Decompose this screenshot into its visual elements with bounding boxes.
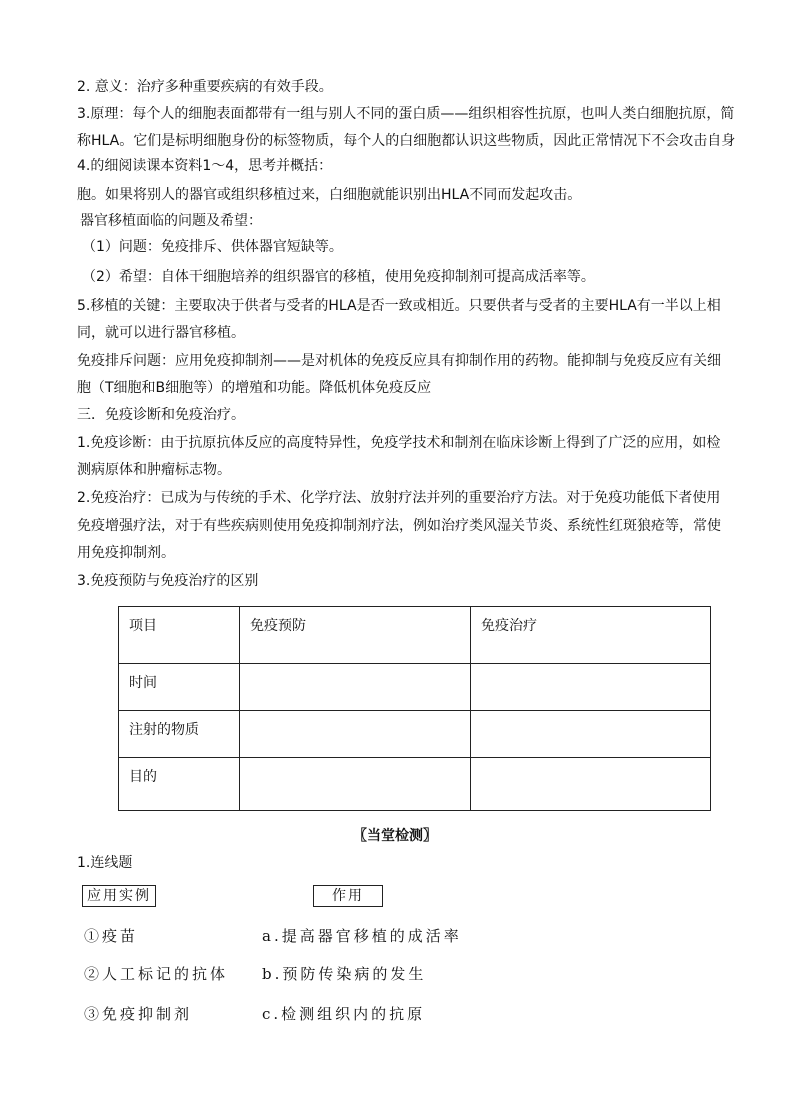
paragraph-line: 胞（T细胞和B细胞等）的增殖和功能。降低机体免疫反应 — [77, 380, 432, 396]
table-row — [119, 664, 711, 711]
paragraph-line: （2）希望：自体干细胞培养的组织器官的移植，使用免疫抑制剂可提高成活率等。 — [82, 269, 595, 285]
paragraph-line: 2. 意义：治疗多种重要疾病的有效手段。 — [77, 79, 333, 95]
paragraph-line: 2.免疫治疗：已成为与传统的手术、化学疗法、放射疗法并列的重要治疗方法。对于免疫功能低下者使用 — [77, 490, 721, 506]
paragraph-line: 胞。如果将别人的器官或组织移植过来，白细胞就能识别出HLA不同而发起攻击。 — [77, 187, 582, 203]
table-row — [119, 758, 711, 811]
table-cell — [471, 664, 711, 711]
question-label: 1.连线题 — [77, 855, 133, 871]
paragraph-line: 免疫排斥问题：应用免疫抑制剂——是对机体的免疫反应具有抑制作用的药物。能抑制与免疫反应有关细 — [77, 353, 721, 369]
match-left-item: ②人工标记的抗体 — [84, 965, 229, 983]
paragraph-line: 三．免疫诊断和免疫治疗。 — [77, 407, 245, 423]
paragraph-line: 4.的细阅读课本资料1～4，思考并概括： — [77, 158, 333, 174]
table-cell: 时间 — [119, 664, 240, 711]
paragraph-line: 称HLA。它们是标明细胞身份的标签物质，每个人的白细胞都认识这些物质，因此正常情况下不会攻击自身 — [77, 133, 736, 149]
paragraph-line: 器官移植面临的问题及希望： — [80, 213, 262, 229]
table-cell — [240, 758, 471, 811]
section-title: 〖当堂检测〗 — [353, 828, 437, 844]
match-left-item: ①疫苗 — [84, 927, 139, 945]
paragraph-line: 用免疫抑制剂。 — [77, 545, 175, 561]
match-right-item: c.检测组织内的抗原 — [262, 1005, 426, 1023]
table-cell — [471, 711, 711, 758]
match-right-item: a.提高器官移植的成活率 — [262, 927, 462, 945]
comparison-table — [118, 606, 711, 811]
right-column-header: 作用 — [313, 885, 383, 907]
paragraph-line: 测病原体和肿瘤标志物。 — [77, 462, 231, 478]
paragraph-line: 3.免疫预防与免疫治疗的区别 — [77, 573, 259, 589]
table-cell — [240, 664, 471, 711]
paragraph-line: 5.移植的关键：主要取决于供者与受者的HLA是否一致或相近。只要供者与受者的主要HLA有一半以上相 — [77, 298, 721, 314]
left-column-header: 应用实例 — [82, 885, 156, 907]
table-cell: 注射的物质 — [119, 711, 240, 758]
paragraph-line: （1）问题：免疫排斥、供体器官短缺等。 — [82, 239, 343, 255]
table-header-cell: 免疫预防 — [240, 607, 471, 664]
table-cell — [240, 711, 471, 758]
table-row — [119, 711, 711, 758]
table-header-cell: 免疫治疗 — [471, 607, 711, 664]
paragraph-line: 1.免疫诊断：由于抗原抗体反应的高度特异性，免疫学技术和制剂在临床诊断上得到了广泛的应用，如检 — [77, 435, 721, 451]
match-left-item: ③免疫抑制剂 — [84, 1005, 193, 1023]
match-right-item: b.预防传染病的发生 — [262, 965, 427, 983]
table-header-row — [119, 607, 711, 664]
table-cell — [471, 758, 711, 811]
table-cell: 目的 — [119, 758, 240, 811]
table-header-cell: 项目 — [119, 607, 240, 664]
paragraph-line: 同，就可以进行器官移植。 — [77, 325, 245, 341]
paragraph-line: 免疫增强疗法，对于有些疾病则使用免疫抑制剂疗法，例如治疗类风湿关节炎、系统性红斑狼疮等，常使 — [77, 518, 721, 534]
paragraph-line: 3.原理：每个人的细胞表面都带有一组与别人不同的蛋白质——组织相容性抗原，也叫人类白细胞抗原，简 — [77, 106, 735, 122]
